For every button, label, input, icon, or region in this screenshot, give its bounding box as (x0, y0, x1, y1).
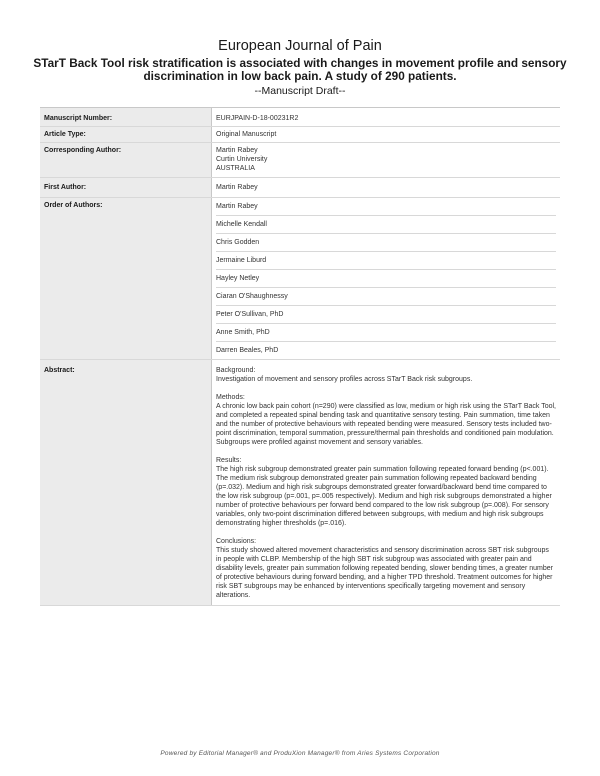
article-title: STarT Back Tool risk stratification is associated with changes in movement profile and sensory discrimination in low back pain. A study of 290 patients. (33, 56, 567, 83)
value-first-author: Martin Rabey (212, 178, 561, 198)
label-abstract: Abstract: (40, 360, 212, 606)
author-name: Anne Smith, PhD (216, 324, 556, 342)
row-corresponding-author (40, 143, 560, 178)
label-manuscript-number: Manuscript Number: (40, 111, 212, 127)
row-article-type (40, 127, 560, 143)
row-first-author (40, 178, 560, 198)
authors-list (212, 198, 561, 360)
author-name: Darren Beales, PhD (216, 347, 279, 354)
abstract-methods: Methods: A chronic low back pain cohort (n=290) were classified as low, medium or high risk using the STarT Back Tool, and completed a repeated spinal bending task and quantitative sensory testing. Pain summation, time taken and the number of protective behaviours with repeated bending were measured. Sensory tests included two-point discrimination, temporal summation, pressure/thermal pain thresholds and conditioned pain modulation. Subgroups were profiled against movement and sensory variables. (216, 394, 556, 446)
value-article-type: Original Manuscript (212, 127, 561, 143)
label-first-author: First Author: (40, 178, 212, 198)
author-name: Hayley Netley (216, 270, 556, 288)
journal-title: European Journal of Pain (218, 38, 382, 54)
footer-powered-by: Powered by Editorial Manager® and ProduXion Manager® from Aries Systems Corporation (160, 750, 440, 757)
author-name: Peter O'Sullivan, PhD (216, 306, 556, 324)
row-order-of-authors (40, 198, 560, 360)
abstract-background: Background: Investigation of movement and sensory profiles across STarT Back risk subgroups. (216, 367, 473, 383)
author-name: Martin Rabey (216, 198, 556, 216)
manuscript-metadata-table (40, 107, 560, 606)
author-name: Ciaran O'Shaughnessy (216, 288, 556, 306)
value-manuscript-number: EURJPAIN-D-18-00231R2 (212, 111, 561, 127)
abstract-body (212, 360, 561, 606)
author-name: Michelle Kendall (216, 216, 556, 234)
label-order-of-authors: Order of Authors: (40, 198, 212, 360)
draft-label: --Manuscript Draft-- (254, 85, 346, 97)
label-article-type: Article Type: (40, 127, 212, 143)
row-manuscript-number (40, 111, 560, 127)
author-name: Jermaine Liburd (216, 252, 556, 270)
label-corresponding-author: Corresponding Author: (40, 143, 212, 178)
author-name: Chris Godden (216, 234, 556, 252)
abstract-conclusions: Conclusions: This study showed altered movement characteristics and sensory discrimination across SBT risk subgroups in people with CLBP. Membership of the high SBT risk subgroup was associated with greater pain and disability levels, greater pain summation following repeated bending, slower bending times, a greater number of protective behaviours during forward bending, and a higher TPD threshold. Treatment outcomes for higher risk SBT subgroups may be enhanced by interventions specifically targeting movement and sensory alterations. (216, 538, 553, 599)
abstract-results: Results: The high risk subgroup demonstrated greater pain summation following repeated forward bending (p<.001). The medium risk subgroup demonstrated greater pain summation following repeated backward bending (p=.032). Medium and high risk subgroups demonstrated greater forward/backward bend time compared to the low risk subgroup (p=.001, p=.005 respectively). Medium and high risk subgroups demonstrated a higher number of protective behaviours per forward bend compared to the low risk subgroup (p=.008). For sensory variables, only two-point discrimination differed between subgroups, with medium and high risk subgroups demonstrating higher thresholds (p=.016). (216, 457, 552, 527)
value-corresponding-author: Martin Rabey Curtin University AUSTRALIA (212, 143, 561, 178)
row-abstract (40, 360, 560, 606)
